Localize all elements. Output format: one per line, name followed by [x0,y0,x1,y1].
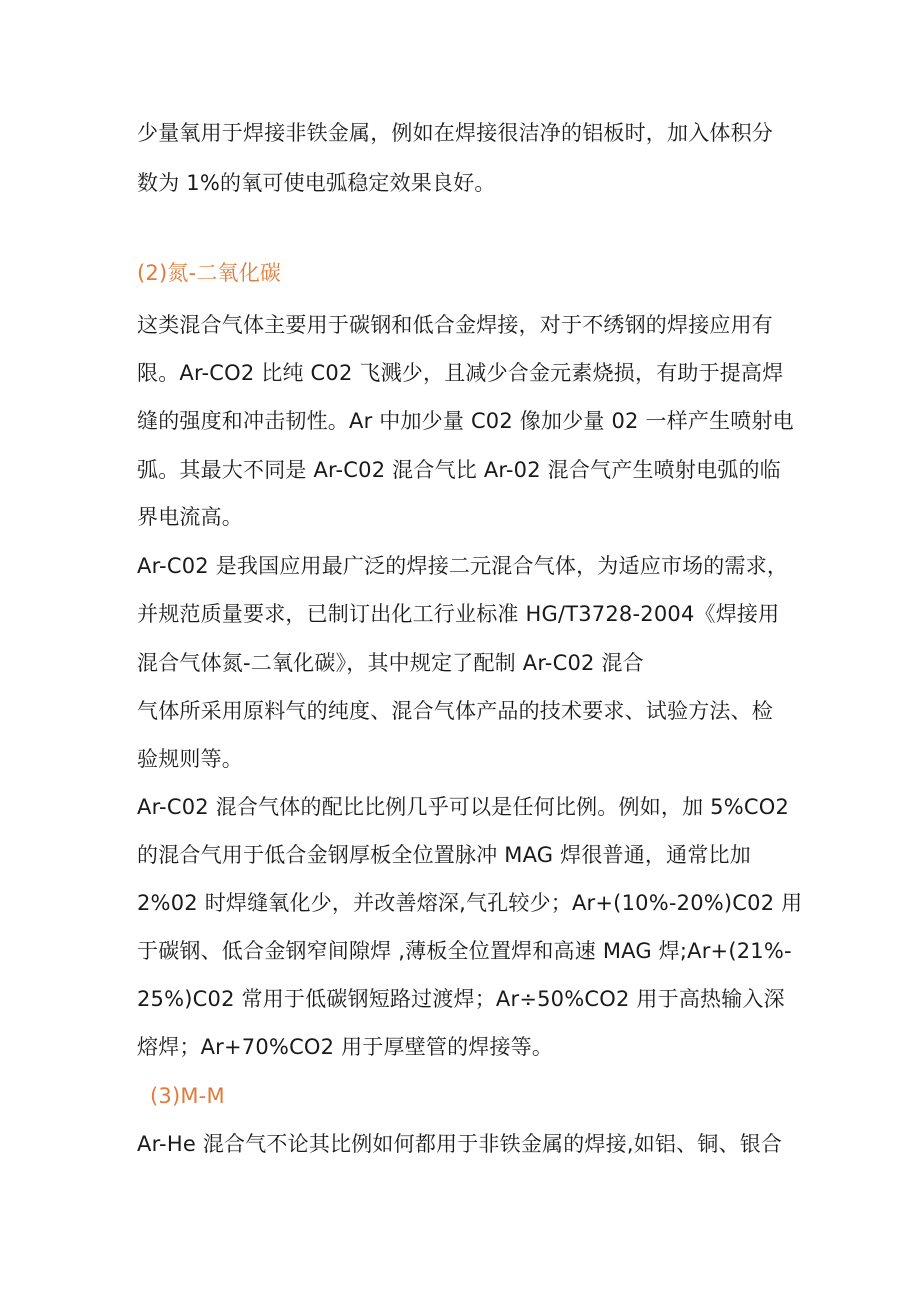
paragraph-line: 少量氧用于焊接非铁金属，例如在焊接很洁净的铝板时，加入体积分 [137,121,773,145]
paragraph-line: 的混合气用于低合金钢厚板全位置脉冲 MAG 焊很普通，通常比加 [137,843,751,867]
paragraph-line: 气体所采用原料气的纯度、混合气体产品的技术要求、试验方法、检 [137,699,773,723]
paragraph-line: 缝的强度和冲击韧性。Ar 中加少量 C02 像加少量 02 一样产生喷射电 [137,409,794,433]
paragraph-line: 限。Ar-CO2 比纯 C02 飞溅少，且减少合金元素烧损，有助于提高焊 [137,361,784,385]
paragraph-line: Ar-He 混合气不论其比例如何都用于非铁金属的焊接,如铝、铜、银合 [137,1132,783,1156]
paragraph-line: 数为 1%的氧可使电弧稳定效果良好。 [137,171,496,195]
paragraph-line: 弧。其最大不同是 Ar-C02 混合气比 Ar-02 混合气产生喷射电弧的临 [137,458,781,482]
paragraph-line: 于碳钢、低合金钢窄间隙焊 ,薄板全位置焊和高速 MAG 焊;Ar+(21%- [137,939,792,963]
paragraph-line: 混合气体氮-二氧化碳》，其中规定了配制 Ar-C02 混合 [137,651,644,675]
paragraph-line: Ar-C02 混合气体的配比比例几乎可以是任何比例。例如，加 5%CO2 [137,795,790,819]
paragraph-line: 界电流高。 [137,505,243,529]
paragraph-line: Ar-C02 是我国应用最广泛的焊接二元混合气体，为适应市场的需求， [137,554,789,578]
section-heading-argon-co2: (2)氮-二氧化碳 [137,261,282,285]
paragraph-line: 25%)C02 常用于低碳钢短路过渡焊；Ar÷50%CO2 用于高热输入深 [137,987,785,1011]
section-heading-m-m: (3)M-M [150,1084,225,1108]
paragraph-line: 并规范质量要求，已制订出化工行业标准 HG/T3728-2004《焊接用 [137,602,780,626]
paragraph-line: 熔焊；Ar+70%CO2 用于厚壁管的焊接等。 [137,1035,554,1059]
paragraph-line: 这类混合气体主要用于碳钢和低合金焊接，对于不绣钢的焊接应用有 [137,313,773,337]
paragraph-line: 验规则等。 [137,747,243,771]
paragraph-line: 2%02 时焊缝氧化少，并改善熔深,气孔较少；Ar+(10%-20%)C02 用 [137,891,803,915]
